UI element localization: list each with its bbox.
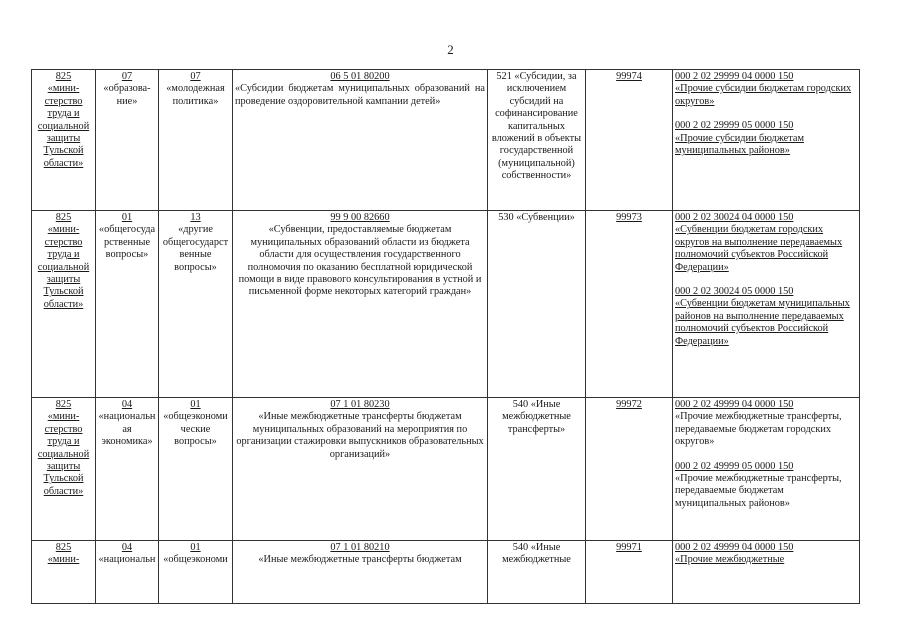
subsection-name: «другие общегосударст венные вопросы» [162, 224, 229, 273]
expense-type: 540 «Иные межбюджетные [502, 542, 571, 566]
section-code: 01 [121, 212, 133, 223]
section-name: «национальн [98, 554, 156, 566]
target-name: «Иные межбюджетные трансферты бюджетам [258, 554, 462, 566]
ministry-cell [32, 398, 96, 541]
budget-code-name: «Прочие межбюджетные трансферты, передаваемые бюджетам муниципальных районов» [675, 473, 842, 509]
code-cell [586, 398, 673, 541]
target-cell [233, 398, 488, 541]
ministry-cell [32, 541, 96, 604]
budget-codes-cell [673, 398, 860, 541]
section-code: 07 [121, 71, 133, 82]
subsection-code: 13 [190, 212, 201, 223]
subsection-cell [159, 398, 233, 541]
budget-codes-table [31, 69, 860, 604]
section-code: 04 [121, 399, 133, 410]
section-name: «общегосуда рственные вопросы» [98, 224, 156, 261]
expense-type-cell [488, 398, 586, 541]
budget-code-name: «Прочие субсидии бюджетам городских округов» [675, 83, 852, 107]
table-row [32, 541, 860, 604]
budget-code-name: «Прочие межбюджетные трансферты, передаваемые бюджетам городских округов» [675, 411, 842, 448]
budget-code: 000 2 02 49999 04 0000 150 [675, 542, 794, 553]
budget-code: 000 2 02 29999 05 0000 150 [675, 120, 794, 132]
subsection-cell [159, 211, 233, 398]
budget-code-name: «Прочие межбюджетные [675, 554, 785, 566]
ministry-name: «мини-стерство труда и социальной защиты Тульской области» [37, 224, 90, 310]
subsection-code: 01 [190, 542, 201, 553]
budget-code: 000 2 02 49999 05 0000 150 [675, 460, 794, 472]
ministry-name: «мини-стерство труда и социальной защиты Тульской области» [37, 411, 90, 497]
target-name: «Субвенции, предоставляемые бюджетам муниципальных образований области из бюджета области для осуществления государственного полномочия по оказанию бесплатной юридической помощи в виде правового консультирования в устной и письменной форме некоторых категорий граждан» [238, 224, 482, 298]
expense-type-cell [488, 70, 586, 211]
subsection-code: 01 [190, 399, 201, 410]
target-code: 99 9 00 82660 [330, 212, 390, 223]
subsection-name: «общеэкономи [163, 554, 228, 566]
code-cell [586, 211, 673, 398]
target-cell [233, 70, 488, 211]
target-name: «Субсидии бюджетам муниципальных образований на проведение оздоровительной кампании детей» [235, 83, 485, 107]
ministry-code: 825 [55, 71, 72, 82]
expense-type: 530 «Субвенции» [498, 212, 575, 223]
budget-codes-cell [673, 70, 860, 211]
page-number: 2 [447, 42, 454, 57]
expense-type: 521 «Субсидии, за исключением субсидий на софинансирование капитальных вложений в объекты государственной (муниципальной) собственности» [491, 71, 582, 182]
budget-codes-cell [673, 541, 860, 604]
code: 99971 [616, 542, 642, 553]
target-code: 06 5 01 80200 [330, 71, 390, 82]
subsection-cell [159, 70, 233, 211]
budget-code: 000 2 02 30024 05 0000 150 [675, 286, 794, 298]
code: 99974 [616, 71, 642, 82]
table-row [32, 398, 860, 541]
budget-code-name: «Субвенции бюджетам муниципальных районов на выполнение передаваемых полномочий субъектов Российской Федерации» [675, 298, 850, 347]
section-code: 04 [121, 542, 133, 553]
code-cell [586, 70, 673, 211]
target-cell [233, 211, 488, 398]
ministry-code: 825 [55, 399, 72, 410]
table-row [32, 70, 860, 211]
code: 99973 [616, 212, 642, 223]
ministry-code: 825 [55, 212, 72, 223]
target-code: 07 1 01 80230 [330, 399, 390, 410]
subsection-name: «молодежная политика» [166, 83, 225, 107]
table-row [32, 211, 860, 398]
budget-code: 000 2 02 49999 04 0000 150 [675, 399, 794, 410]
target-code: 07 1 01 80210 [330, 542, 390, 553]
section-cell [96, 211, 159, 398]
ministry-cell [32, 70, 96, 211]
ministry-name: «мини-стерство труда и социальной защиты Тульской области» [37, 83, 90, 169]
target-cell [233, 541, 488, 604]
subsection-name: «общеэкономи ческие вопросы» [163, 411, 228, 448]
code-cell [586, 541, 673, 604]
code: 99972 [616, 399, 642, 410]
expense-type-cell [488, 541, 586, 604]
expense-type-cell [488, 211, 586, 398]
budget-code: 000 2 02 29999 04 0000 150 [675, 71, 794, 82]
target-name: «Иные межбюджетные трансферты бюджетам муниципальных образований на мероприятия по организации стажировки выпускников образовательных организаций» [236, 411, 484, 460]
section-cell [96, 70, 159, 211]
expense-type: 540 «Иные межбюджетные трансферты» [502, 399, 571, 435]
section-name: «образова-ние» [103, 83, 151, 107]
section-name: «национальн ая экономика» [98, 411, 156, 448]
budget-code-name: «Субвенции бюджетам городских округов на выполнение передаваемых полномочий субъектов Российской Федерации» [675, 224, 843, 273]
budget-code: 000 2 02 30024 04 0000 150 [675, 212, 794, 223]
budget-codes-cell [673, 211, 860, 398]
ministry-name: «мини- [47, 554, 80, 566]
budget-code-name: «Прочие субсидии бюджетам муниципальных районов» [675, 132, 804, 157]
section-cell [96, 541, 159, 604]
ministry-cell [32, 211, 96, 398]
section-cell [96, 398, 159, 541]
ministry-code: 825 [55, 542, 72, 553]
subsection-cell [159, 541, 233, 604]
subsection-code: 07 [190, 71, 201, 82]
